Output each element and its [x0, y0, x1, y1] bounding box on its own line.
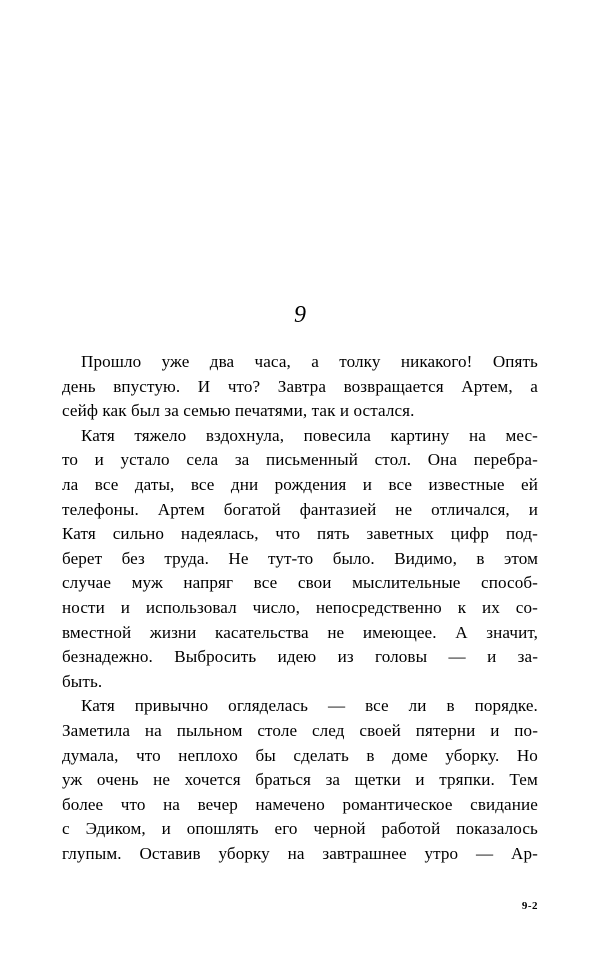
text-word: по- [514, 720, 538, 740]
text-word: романтическое [342, 794, 453, 814]
text-line [62, 375, 538, 400]
text-word: картину [390, 425, 450, 445]
text-word: было. [332, 548, 375, 568]
text-line [62, 498, 538, 523]
text-word: рождения [274, 474, 347, 494]
text-word: все [365, 696, 389, 716]
text-word: Катя [81, 425, 115, 445]
text-word: утро [424, 843, 459, 863]
text-word: — [476, 843, 494, 863]
text-word: день [62, 376, 96, 396]
text-word: Артем [157, 499, 205, 519]
text-word: ности [62, 597, 105, 617]
text-word: толку [339, 352, 381, 371]
text-line [62, 817, 538, 842]
text-word: все [388, 474, 413, 494]
text-line: быть. [62, 671, 103, 691]
text-word: — [448, 647, 466, 667]
text-word: уборку [218, 843, 270, 863]
text-word: все [190, 474, 215, 494]
text-word: вздохнула, [205, 425, 285, 445]
text-line [62, 793, 538, 818]
text-word: случае [62, 573, 112, 593]
paragraph-1 [62, 350, 538, 424]
text-word: опошлять [186, 819, 259, 839]
text-word: тряпки. [439, 770, 495, 790]
text-word: ли [408, 696, 427, 716]
text-word: фантазией [299, 499, 377, 519]
text-word: надеялась, [180, 524, 259, 544]
text-word: использовал [145, 597, 237, 617]
text-line [62, 768, 538, 793]
text-word: никакого! [400, 352, 473, 371]
text-word: отличался, [431, 499, 510, 519]
text-word: за [234, 450, 250, 470]
text-line [62, 350, 538, 375]
text-word: что [275, 524, 301, 544]
text-word: Выбросить [174, 647, 257, 667]
text-word: за [325, 770, 341, 790]
text-word: что [136, 745, 161, 765]
text-word: берет [62, 548, 103, 568]
text-word: идею [277, 647, 317, 667]
text-word: более [62, 794, 104, 814]
text-word: заветных [366, 524, 434, 544]
text-word: хочется [184, 770, 241, 790]
text-line [62, 571, 538, 596]
text-word: своей [359, 720, 401, 740]
text-word: уборку. [445, 745, 500, 765]
text-word: Она [427, 450, 458, 470]
text-word: пять [316, 524, 350, 544]
text-word: думала, [62, 745, 119, 765]
text-word: и [362, 474, 373, 494]
text-word: без [121, 548, 145, 568]
text-word: в [366, 745, 375, 765]
text-word: пятерни [415, 720, 476, 740]
text-word: этом [503, 548, 538, 568]
text-word: известные [428, 474, 505, 494]
text-word: ла [62, 474, 79, 494]
text-word: головы [375, 647, 428, 667]
text-line [62, 424, 538, 449]
text-word: порядке. [474, 696, 538, 716]
text-word: сильно [112, 524, 165, 544]
text-word: Опять [492, 352, 538, 371]
text-line [62, 645, 538, 670]
text-word: возвращается [343, 376, 444, 396]
text-line [62, 547, 538, 572]
text-word: огляделась [228, 696, 309, 716]
text-word: завтрашнее [322, 843, 407, 863]
text-word: что? [227, 376, 261, 396]
text-word: И [197, 376, 211, 396]
text-word: перебра- [473, 450, 538, 470]
text-word: касательства [215, 622, 309, 642]
text-word: в [446, 696, 455, 716]
text-word: и [161, 819, 171, 839]
text-word: Завтра [277, 376, 327, 396]
text-word: неплохо [178, 745, 238, 765]
text-word: то [62, 450, 78, 470]
text-word: браться [255, 770, 312, 790]
text-word: стол. [374, 450, 412, 470]
text-word: свои [297, 573, 332, 593]
text-word: способ- [481, 573, 538, 593]
text-word: под- [505, 524, 538, 544]
text-word: Прошло [81, 352, 142, 371]
text-word: мес- [505, 425, 538, 445]
text-word: тяжело [134, 425, 187, 445]
text-word: что [120, 794, 146, 814]
text-word: Артем, [461, 376, 513, 396]
text-word: пыльном [176, 720, 243, 740]
text-word: цифр [450, 524, 490, 544]
text-word: уж [62, 770, 83, 790]
text-word: не [153, 770, 171, 790]
text-word: его [274, 819, 298, 839]
text-word: впустую. [113, 376, 181, 396]
text-word: а [530, 376, 538, 396]
text-word: имеющее. [362, 622, 437, 642]
text-word: след [311, 720, 345, 740]
text-word: черной [313, 819, 366, 839]
text-word: и [94, 450, 104, 470]
text-word: и [490, 720, 500, 740]
body-text-block [62, 350, 538, 866]
text-word: доме [392, 745, 428, 765]
text-word: а [311, 352, 319, 371]
text-word: Катя [62, 524, 96, 544]
text-word: из [337, 647, 354, 667]
text-word: Оставив [139, 843, 201, 863]
text-word: непосредственно [315, 597, 442, 617]
text-word: бы [255, 745, 276, 765]
text-word: сделать [293, 745, 349, 765]
text-word: привычно [134, 696, 209, 716]
text-line [62, 719, 538, 744]
text-word: вместной [62, 622, 132, 642]
text-word: все [253, 573, 278, 593]
text-word: в [476, 548, 485, 568]
text-word: жизни [149, 622, 197, 642]
text-word: Катя [81, 696, 115, 716]
text-word: не [327, 622, 345, 642]
text-line [62, 694, 538, 719]
text-word: на [144, 720, 162, 740]
text-line [62, 522, 538, 547]
text-word: и [487, 647, 497, 667]
text-word: уже [161, 352, 190, 371]
text-word: богатой [223, 499, 281, 519]
text-word: два [209, 352, 235, 371]
text-word: не [395, 499, 413, 519]
text-word: на [163, 794, 180, 814]
text-word: со- [515, 597, 538, 617]
text-line [62, 842, 538, 867]
text-word: телефоны. [62, 499, 139, 519]
text-word: очень [96, 770, 139, 790]
text-word: за- [517, 647, 538, 667]
text-line [62, 596, 538, 621]
text-word: напряг [183, 573, 234, 593]
text-word: Эдиком, [85, 819, 146, 839]
text-word: тут-то [267, 548, 314, 568]
text-word: труда. [164, 548, 209, 568]
text-word: на [468, 425, 486, 445]
text-word: показалось [456, 819, 538, 839]
text-word: глупым. [62, 843, 122, 863]
text-word: на [287, 843, 305, 863]
sheet-signature: 9-2 [521, 900, 538, 912]
text-line: сейф как был за семью печатями, так и остался. [62, 401, 415, 421]
text-word: их [482, 597, 500, 617]
text-word: Но [516, 745, 538, 765]
text-line [62, 473, 538, 498]
text-word: значит, [486, 622, 538, 642]
text-word: к [457, 597, 467, 617]
text-word: и [415, 770, 425, 790]
text-word: и [528, 499, 538, 519]
text-word: безнадежно. [62, 647, 153, 667]
text-word: работой [381, 819, 441, 839]
text-word: — [327, 696, 346, 716]
text-word: Тем [509, 770, 538, 790]
text-word: Заметила [62, 720, 131, 740]
text-word: мыслительные [352, 573, 461, 593]
text-word: все [94, 474, 119, 494]
text-word: Ар- [511, 843, 538, 863]
text-word: ей [521, 474, 538, 494]
text-word: дни [230, 474, 259, 494]
text-line [62, 744, 538, 769]
text-word: Видимо, [394, 548, 457, 568]
text-word: Не [228, 548, 249, 568]
text-word: свидание [470, 794, 538, 814]
chapter-number: 9 [294, 302, 306, 328]
text-word: села [186, 450, 219, 470]
text-line [62, 448, 538, 473]
text-word: повесила [303, 425, 371, 445]
text-word: устало [120, 450, 170, 470]
text-word: с [62, 819, 70, 839]
text-word: муж [131, 573, 163, 593]
text-word: и [120, 597, 130, 617]
text-word: щетки [354, 770, 401, 790]
text-word: число, [252, 597, 300, 617]
paragraph-2 [62, 424, 538, 695]
text-word: даты, [134, 474, 175, 494]
text-word: часа, [254, 352, 291, 371]
paragraph-3 [62, 694, 538, 866]
text-word: А [455, 622, 468, 642]
text-word: намечено [255, 794, 325, 814]
text-word: письменный [265, 450, 358, 470]
text-word: столе [257, 720, 298, 740]
text-word: вечер [197, 794, 238, 814]
text-line [62, 621, 538, 646]
